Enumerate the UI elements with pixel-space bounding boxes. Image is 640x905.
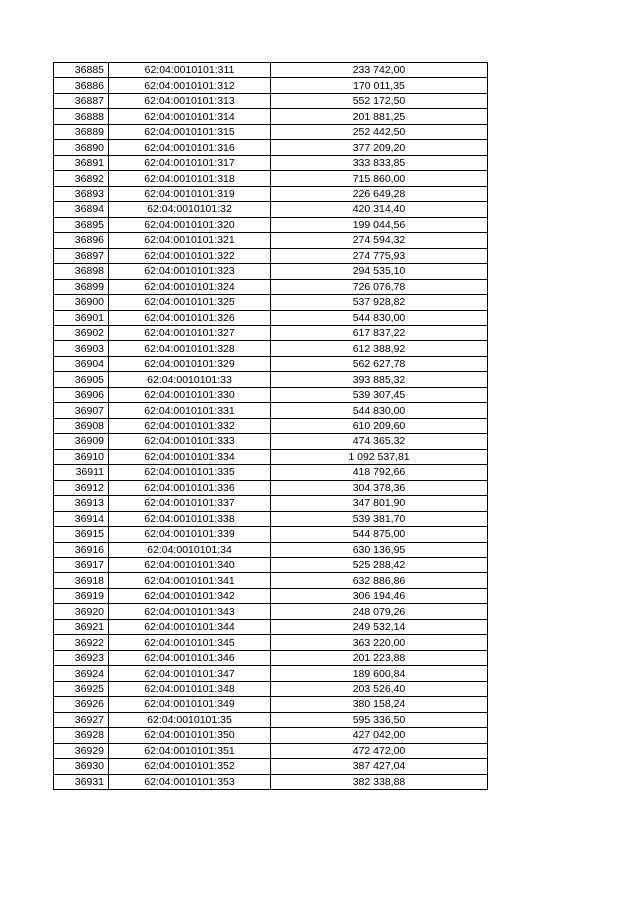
row-number-cell: 36930: [54, 759, 109, 774]
row-number-cell: 36905: [54, 372, 109, 387]
table-row: [54, 434, 488, 449]
table-row: [54, 496, 488, 511]
table-row: [54, 140, 488, 155]
cadastral-number-cell: 62:04:0010101:311: [109, 63, 271, 78]
table-row: [54, 93, 488, 108]
row-number-cell: 36921: [54, 619, 109, 634]
row-number-cell: 36919: [54, 588, 109, 603]
cadastral-value-cell: 249 532,14: [271, 619, 488, 634]
table-row: [54, 650, 488, 665]
cadastral-value-cell: 632 886,86: [271, 573, 488, 588]
row-number-cell: 36900: [54, 295, 109, 310]
table-row: [54, 202, 488, 217]
cadastral-number-cell: 62:04:0010101:338: [109, 511, 271, 526]
cadastral-number-cell: 62:04:0010101:325: [109, 295, 271, 310]
cadastral-number-cell: 62:04:0010101:324: [109, 279, 271, 294]
cadastral-value-cell: 304 378,36: [271, 480, 488, 495]
row-number-cell: 36918: [54, 573, 109, 588]
table-row: [54, 310, 488, 325]
table-row: [54, 403, 488, 418]
cadastral-value-cell: 382 338,88: [271, 774, 488, 789]
cadastral-number-cell: 62:04:0010101:323: [109, 264, 271, 279]
cadastral-value-cell: 630 136,95: [271, 542, 488, 557]
table-row: [54, 449, 488, 464]
row-number-cell: 36923: [54, 650, 109, 665]
cadastral-number-cell: 62:04:0010101:322: [109, 248, 271, 263]
table-row: [54, 666, 488, 681]
cadastral-number-cell: 62:04:0010101:333: [109, 434, 271, 449]
table-row: [54, 356, 488, 371]
row-number-cell: 36892: [54, 171, 109, 186]
cadastral-number-cell: 62:04:0010101:327: [109, 325, 271, 340]
cadastral-number-cell: 62:04:0010101:337: [109, 496, 271, 511]
row-number-cell: 36901: [54, 310, 109, 325]
cadastral-value-cell: 617 837,22: [271, 325, 488, 340]
table-row: [54, 465, 488, 480]
table-body: [54, 63, 488, 790]
row-number-cell: 36912: [54, 480, 109, 495]
row-number-cell: 36908: [54, 418, 109, 433]
cadastral-number-cell: 62:04:0010101:344: [109, 619, 271, 634]
cadastral-number-cell: 62:04:0010101:351: [109, 743, 271, 758]
cadastral-number-cell: 62:04:0010101:328: [109, 341, 271, 356]
table-row: [54, 63, 488, 78]
row-number-cell: 36913: [54, 496, 109, 511]
table-row: [54, 728, 488, 743]
table-row: [54, 619, 488, 634]
row-number-cell: 36886: [54, 78, 109, 93]
cadastral-value-cell: 294 535,10: [271, 264, 488, 279]
row-number-cell: 36926: [54, 697, 109, 712]
table-row: [54, 604, 488, 619]
table-row: [54, 712, 488, 727]
cadastral-value-cell: 363 220,00: [271, 635, 488, 650]
cadastral-number-cell: 62:04:0010101:343: [109, 604, 271, 619]
cadastral-number-cell: 62:04:0010101:313: [109, 93, 271, 108]
cadastral-number-cell: 62:04:0010101:321: [109, 233, 271, 248]
table-row: [54, 325, 488, 340]
cadastral-value-cell: 306 194,46: [271, 588, 488, 603]
row-number-cell: 36895: [54, 217, 109, 232]
cadastral-value-cell: 347 801,90: [271, 496, 488, 511]
row-number-cell: 36924: [54, 666, 109, 681]
cadastral-value-cell: 539 381,70: [271, 511, 488, 526]
table-row: [54, 588, 488, 603]
cadastral-number-cell: 62:04:0010101:319: [109, 186, 271, 201]
cadastral-value-cell: 612 388,92: [271, 341, 488, 356]
cadastral-number-cell: 62:04:0010101:320: [109, 217, 271, 232]
cadastral-number-cell: 62:04:0010101:346: [109, 650, 271, 665]
table-row: [54, 186, 488, 201]
row-number-cell: 36920: [54, 604, 109, 619]
cadastral-value-cell: 387 427,04: [271, 759, 488, 774]
cadastral-number-cell: 62:04:0010101:332: [109, 418, 271, 433]
table-row: [54, 171, 488, 186]
cadastral-value-cell: 537 928,82: [271, 295, 488, 310]
cadastral-number-cell: 62:04:0010101:326: [109, 310, 271, 325]
row-number-cell: 36896: [54, 233, 109, 248]
row-number-cell: 36915: [54, 527, 109, 542]
cadastral-value-cell: 333 833,85: [271, 155, 488, 170]
cadastral-value-cell: 201 881,25: [271, 109, 488, 124]
row-number-cell: 36929: [54, 743, 109, 758]
cadastral-number-cell: 62:04:0010101:350: [109, 728, 271, 743]
cadastral-value-cell: 420 314,40: [271, 202, 488, 217]
cadastral-number-cell: 62:04:0010101:33: [109, 372, 271, 387]
cadastral-number-cell: 62:04:0010101:314: [109, 109, 271, 124]
cadastral-number-cell: 62:04:0010101:329: [109, 356, 271, 371]
cadastral-number-cell: 62:04:0010101:34: [109, 542, 271, 557]
row-number-cell: 36910: [54, 449, 109, 464]
row-number-cell: 36889: [54, 124, 109, 139]
cadastral-value-cell: 562 627,78: [271, 356, 488, 371]
cadastral-number-cell: 62:04:0010101:331: [109, 403, 271, 418]
table-row: [54, 697, 488, 712]
cadastral-value-cell: 170 011,35: [271, 78, 488, 93]
row-number-cell: 36899: [54, 279, 109, 294]
row-number-cell: 36914: [54, 511, 109, 526]
cadastral-number-cell: 62:04:0010101:348: [109, 681, 271, 696]
row-number-cell: 36904: [54, 356, 109, 371]
table-row: [54, 295, 488, 310]
cadastral-value-cell: 726 076,78: [271, 279, 488, 294]
table-row: [54, 511, 488, 526]
row-number-cell: 36911: [54, 465, 109, 480]
cadastral-number-cell: 62:04:0010101:316: [109, 140, 271, 155]
table-row: [54, 635, 488, 650]
cadastral-value-cell: 544 830,00: [271, 403, 488, 418]
row-number-cell: 36906: [54, 387, 109, 402]
row-number-cell: 36928: [54, 728, 109, 743]
table-row: [54, 233, 488, 248]
cadastral-number-cell: 62:04:0010101:330: [109, 387, 271, 402]
table-row: [54, 78, 488, 93]
cadastral-value-cell: 544 875,00: [271, 527, 488, 542]
row-number-cell: 36891: [54, 155, 109, 170]
row-number-cell: 36893: [54, 186, 109, 201]
cadastral-number-cell: 62:04:0010101:342: [109, 588, 271, 603]
cadastral-value-cell: 525 288,42: [271, 558, 488, 573]
cadastral-value-cell: 233 742,00: [271, 63, 488, 78]
cadastral-value-cell: 203 526,40: [271, 681, 488, 696]
cadastral-number-cell: 62:04:0010101:32: [109, 202, 271, 217]
cadastral-value-table: [53, 62, 488, 790]
table-row: [54, 542, 488, 557]
table-row: [54, 372, 488, 387]
table-row: [54, 387, 488, 402]
table-row: [54, 155, 488, 170]
row-number-cell: 36890: [54, 140, 109, 155]
row-number-cell: 36903: [54, 341, 109, 356]
cadastral-value-cell: 418 792,66: [271, 465, 488, 480]
cadastral-number-cell: 62:04:0010101:347: [109, 666, 271, 681]
cadastral-number-cell: 62:04:0010101:336: [109, 480, 271, 495]
row-number-cell: 36885: [54, 63, 109, 78]
table-row: [54, 527, 488, 542]
cadastral-value-cell: 552 172,50: [271, 93, 488, 108]
row-number-cell: 36907: [54, 403, 109, 418]
cadastral-value-cell: 393 885,32: [271, 372, 488, 387]
cadastral-value-cell: 610 209,60: [271, 418, 488, 433]
table-row: [54, 248, 488, 263]
cadastral-number-cell: 62:04:0010101:340: [109, 558, 271, 573]
row-number-cell: 36898: [54, 264, 109, 279]
cadastral-number-cell: 62:04:0010101:318: [109, 171, 271, 186]
row-number-cell: 36927: [54, 712, 109, 727]
cadastral-value-cell: 474 365,32: [271, 434, 488, 449]
table-row: [54, 341, 488, 356]
cadastral-value-cell: 189 600,84: [271, 666, 488, 681]
table-row: [54, 558, 488, 573]
row-number-cell: 36931: [54, 774, 109, 789]
row-number-cell: 36888: [54, 109, 109, 124]
cadastral-value-cell: 252 442,50: [271, 124, 488, 139]
row-number-cell: 36909: [54, 434, 109, 449]
cadastral-value-cell: 539 307,45: [271, 387, 488, 402]
cadastral-number-cell: 62:04:0010101:352: [109, 759, 271, 774]
table-row: [54, 418, 488, 433]
table-row: [54, 759, 488, 774]
table-row: [54, 774, 488, 789]
row-number-cell: 36917: [54, 558, 109, 573]
row-number-cell: 36902: [54, 325, 109, 340]
cadastral-number-cell: 62:04:0010101:315: [109, 124, 271, 139]
cadastral-number-cell: 62:04:0010101:349: [109, 697, 271, 712]
table-row: [54, 681, 488, 696]
cadastral-number-cell: 62:04:0010101:353: [109, 774, 271, 789]
row-number-cell: 36925: [54, 681, 109, 696]
table-row: [54, 743, 488, 758]
cadastral-value-cell: 595 336,50: [271, 712, 488, 727]
table-row: [54, 124, 488, 139]
cadastral-value-cell: 377 209,20: [271, 140, 488, 155]
cadastral-value-cell: 427 042,00: [271, 728, 488, 743]
cadastral-value-cell: 199 044,56: [271, 217, 488, 232]
cadastral-value-cell: 544 830,00: [271, 310, 488, 325]
row-number-cell: 36916: [54, 542, 109, 557]
cadastral-number-cell: 62:04:0010101:339: [109, 527, 271, 542]
cadastral-number-cell: 62:04:0010101:345: [109, 635, 271, 650]
table-row: [54, 480, 488, 495]
table-row: [54, 217, 488, 232]
cadastral-value-cell: 201 223,88: [271, 650, 488, 665]
cadastral-number-cell: 62:04:0010101:341: [109, 573, 271, 588]
cadastral-value-cell: 248 079,26: [271, 604, 488, 619]
cadastral-value-cell: 274 594,32: [271, 233, 488, 248]
cadastral-number-cell: 62:04:0010101:317: [109, 155, 271, 170]
cadastral-value-cell: 1 092 537,81: [271, 449, 488, 464]
row-number-cell: 36897: [54, 248, 109, 263]
table-row: [54, 264, 488, 279]
cadastral-value-cell: 274 775,93: [271, 248, 488, 263]
row-number-cell: 36887: [54, 93, 109, 108]
row-number-cell: 36922: [54, 635, 109, 650]
cadastral-number-cell: 62:04:0010101:335: [109, 465, 271, 480]
cadastral-number-cell: 62:04:0010101:334: [109, 449, 271, 464]
cadastral-value-cell: 472 472,00: [271, 743, 488, 758]
table-row: [54, 109, 488, 124]
cadastral-value-cell: 715 860,00: [271, 171, 488, 186]
table-row: [54, 279, 488, 294]
row-number-cell: 36894: [54, 202, 109, 217]
cadastral-value-cell: 226 649,28: [271, 186, 488, 201]
table-row: [54, 573, 488, 588]
cadastral-number-cell: 62:04:0010101:35: [109, 712, 271, 727]
cadastral-number-cell: 62:04:0010101:312: [109, 78, 271, 93]
cadastral-value-cell: 380 158,24: [271, 697, 488, 712]
